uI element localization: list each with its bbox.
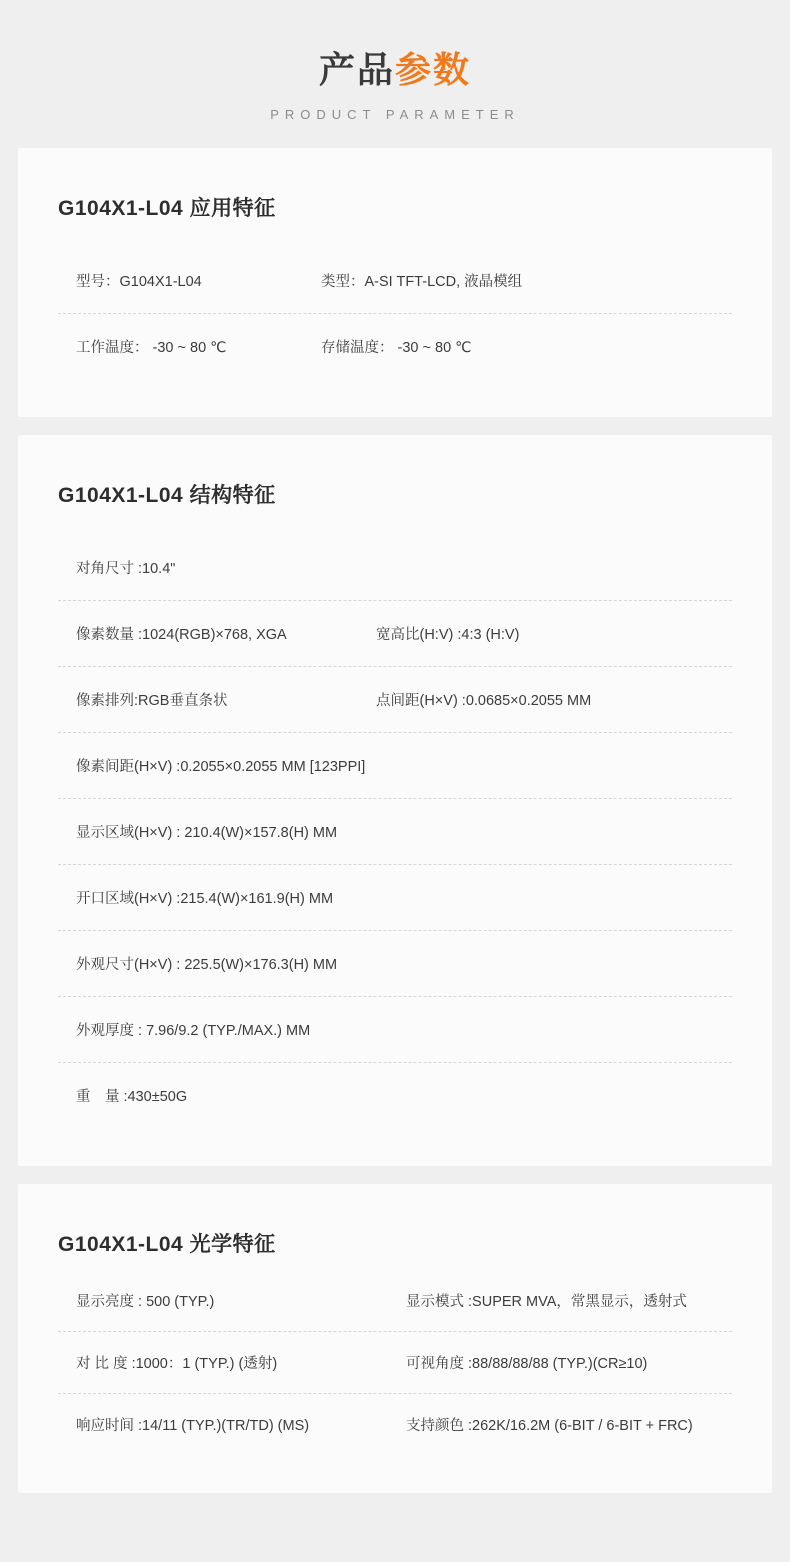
spec-row — [58, 535, 732, 601]
spec-value: 工作温度： -30 ~ 80 ℃ — [76, 340, 227, 357]
spec-value: 像素间距(H×V) :0.2055×0.2055 MM [123PPI] — [76, 759, 366, 776]
spec-value: 显示模式 :SUPER MVA，常黑显示，透射式 — [406, 1294, 687, 1311]
spec-value: 像素数量 :1024(RGB)×768, XGA — [76, 627, 287, 644]
spec-row — [58, 601, 732, 667]
spec-value: 重 量 :430±50G — [76, 1089, 188, 1106]
spec-row — [58, 314, 732, 379]
page-title — [0, 48, 790, 91]
page-header — [0, 0, 790, 148]
spec-value: 存储温度： -30 ~ 80 ℃ — [321, 340, 472, 357]
spec-value: 响应时间 :14/11 (TYP.)(TR/TD) (MS) — [76, 1418, 310, 1435]
spec-value: 外观尺寸(H×V) : 225.5(W)×176.3(H) MM — [76, 957, 338, 974]
page-subtitle: PRODUCT PARAMETER — [270, 107, 520, 123]
card-structure-features — [18, 435, 772, 1166]
card-application-features — [18, 148, 772, 417]
spec-value: 像素排列:RGB垂直条状 — [76, 693, 228, 710]
spec-value: 宽高比(H:V) :4:3 (H:V) — [376, 627, 520, 644]
spec-row — [58, 248, 732, 314]
card-title-application: G104X1-L04 应用特征 — [58, 197, 276, 221]
spec-row — [58, 865, 732, 931]
card-optical-features — [18, 1184, 772, 1493]
page-title-accent: 参数 — [395, 49, 472, 90]
spec-row — [58, 799, 732, 865]
page-title-main: 产品 — [318, 49, 395, 90]
spec-value: 点间距(H×V) :0.0685×0.2055 MM — [376, 693, 592, 710]
spec-row — [58, 1332, 732, 1394]
spec-value: 对角尺寸 :10.4" — [76, 561, 176, 578]
spec-value: 开口区域(H×V) :215.4(W)×161.9(H) MM — [76, 891, 334, 908]
spec-row — [58, 733, 732, 799]
spec-row — [58, 931, 732, 997]
spec-value: 外观厚度 : 7.96/9.2 (TYP./MAX.) MM — [76, 1023, 311, 1040]
spec-row — [58, 1063, 732, 1128]
spec-value: 类型：A-SI TFT-LCD, 液晶模组 — [321, 274, 523, 291]
spec-value: 可视角度 :88/88/88/88 (TYP.)(CR≥10) — [406, 1356, 648, 1373]
card-title-structure: G104X1-L04 结构特征 — [58, 484, 276, 508]
spec-value: 支持颜色 :262K/16.2M (6-BIT / 6-BIT + FRC) — [406, 1418, 693, 1435]
spec-value: 显示亮度 : 500 (TYP.) — [76, 1294, 215, 1311]
spec-value: 型号：G104X1-L04 — [76, 274, 202, 291]
spec-value: 对 比 度 :1000：1 (TYP.) (透射) — [76, 1356, 278, 1373]
spec-row — [58, 1284, 732, 1332]
spec-row — [58, 667, 732, 733]
spec-value: 显示区域(H×V) : 210.4(W)×157.8(H) MM — [76, 825, 338, 842]
spec-row — [58, 1394, 732, 1455]
spec-row — [58, 997, 732, 1063]
card-title-optical: G104X1-L04 光学特征 — [58, 1233, 276, 1257]
